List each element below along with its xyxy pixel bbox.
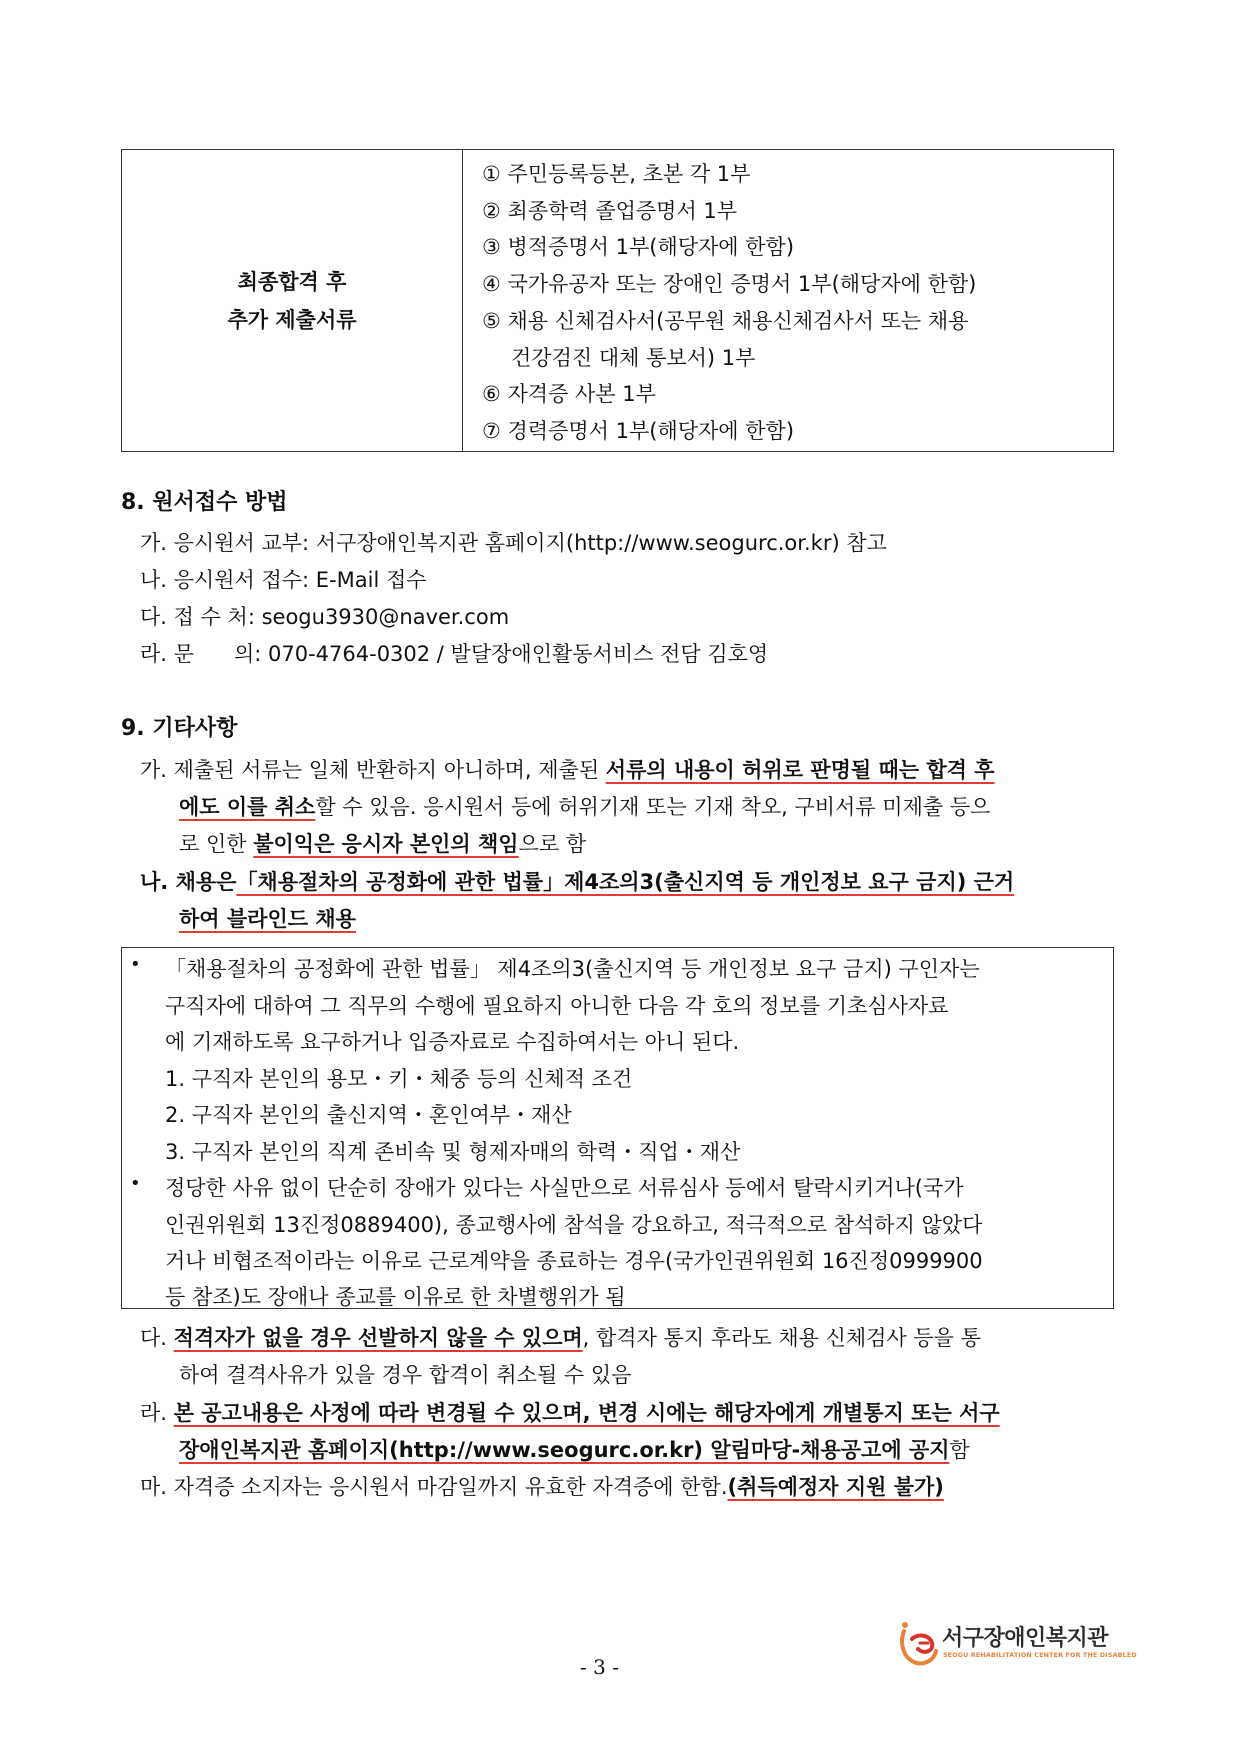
emphasis-text: 하여 블라인드 채용 — [179, 907, 356, 931]
notice-line: 3. 구직자 본인의 직계 존비속 및 형제자매의 학력・직업・재산 — [165, 1140, 741, 1164]
emphasis-text: 불이익은 응시자 본인의 책임 — [253, 832, 519, 856]
section-8-item: 가. 응시원서 교부: 서구장애인복지관 홈페이지(http://www.seogurc.or.kr) 참고 — [140, 531, 887, 555]
section-9-item-ra-line-1: 라. 본 공고내용은 사정에 따라 변경될 수 있으며, 변경 시에는 해당자에게 개별통지 또는 서구 — [140, 1401, 1000, 1425]
emphasis-text: 본 공고내용은 사정에 따라 변경될 수 있으며, 변경 시에는 해당자에게 개별통지 또는 서구 — [173, 1401, 1000, 1425]
notice-line: 인권위원회 13진정0889400), 종교행사에 참석을 강요하고, 적극적으로 참석하지 않았다 — [165, 1213, 983, 1237]
table-body-cell — [463, 150, 1113, 451]
section-9-item-na-line-2 — [179, 903, 356, 933]
section-9-item-da-line-1: 다. 적격자가 없을 경우 선발하지 않을 수 있으며, 합격자 통지 후라도 채용 신체검사 등을 통 — [140, 1326, 981, 1350]
logo-name: 서구장애인복지관 — [942, 1626, 1109, 1651]
section-9-item-ga-line-3: 로 인한 불이익은 응시자 본인의 책임으로 함 — [179, 832, 587, 856]
section-9-item-ga-line-1: 가. 제출된 서류는 일체 반환하지 아니하며, 제출된 서류의 내용이 허위로 판명될 때는 합격 후 — [140, 758, 995, 782]
emphasis-text: 에도 이를 취소 — [179, 795, 316, 819]
list-item: ③ 병적증명서 1부(해당자에 한함) — [482, 235, 795, 260]
emphasis-text: 장애인복지관 홈페이지(http://www.seogurc.or.kr) 알림마당-채용공고에 공지 — [179, 1438, 950, 1462]
required-documents-table — [121, 149, 1114, 452]
section-9-item-ga-line-2: 에도 이를 취소할 수 있음. 응시원서 등에 허위기재 또는 기재 착오, 구비서류 미제출 등으 — [179, 795, 991, 819]
logo-subtitle: SEOGU REHABILITATION CENTER FOR THE DISABLED — [943, 1652, 1137, 1659]
section-8-item: 다. 접 수 처: seogu3930@naver.com — [140, 605, 510, 629]
list-item-continuation: 건강검진 대체 통보서) 1부 — [511, 345, 756, 370]
notice-line: 등 참조)도 장애나 종교를 이유로 한 차별행위가 됨 — [165, 1285, 626, 1309]
table-header-line-1: 최종합격 후 — [237, 269, 347, 294]
section-9-title: 9. 기타사항 — [121, 716, 238, 741]
list-item: ⑥ 자격증 사본 1부 — [482, 382, 656, 407]
emphasis-text: (취득예정자 지원 불가) — [727, 1475, 944, 1499]
list-item: ④ 국가유공자 또는 장애인 증명서 1부(해당자에 한함) — [482, 272, 977, 297]
notice-line: 거나 비협조적이라는 이유로 근로계약을 종료하는 경우(국가인권위원회 16진정0999900 — [165, 1249, 983, 1273]
notice-line: 「채용절차의 공정화에 관한 법률」 제4조의3(출신지역 등 개인정보 요구 금지) 구인자는 — [165, 957, 980, 981]
legal-notice-box — [121, 947, 1114, 1309]
notice-line: 2. 구직자 본인의 출신지역・혼인여부・재산 — [165, 1103, 572, 1127]
table-header-cell — [122, 150, 463, 451]
section-9-item-ma: 마. 자격증 소지자는 응시원서 마감일까지 유효한 자격증에 한함.(취득예정자 지원 불가) — [140, 1475, 944, 1499]
logo-mark-icon — [898, 1619, 940, 1669]
list-item: ⑤ 채용 신체검사서(공무원 채용신체검사서 또는 채용 — [482, 308, 969, 333]
notice-line: 1. 구직자 본인의 용모・키・체중 등의 신체적 조건 — [165, 1067, 633, 1091]
emphasis-text: 적격자가 없을 경우 선발하지 않을 수 있으며 — [173, 1326, 583, 1350]
notice-line: 정당한 사유 없이 단순히 장애가 있다는 사실만으로 서류심사 등에서 탈락시키거나(국가 — [165, 1176, 964, 1200]
section-8-item: 나. 응시원서 접수: E-Mail 접수 — [140, 568, 427, 592]
table-header-line-2: 추가 제출서류 — [227, 307, 357, 332]
organization-logo — [898, 1619, 1137, 1675]
section-9-item-ra-line-2: 장애인복지관 홈페이지(http://www.seogurc.or.kr) 알림마당-채용공고에 공지함 — [179, 1438, 970, 1462]
section-8-item: 라. 문 의: 070-4764-0302 / 발달장애인활동서비스 전담 김호영 — [140, 642, 769, 666]
bullet-icon: • — [130, 954, 141, 975]
list-item: ② 최종학력 졸업증명서 1부 — [482, 198, 738, 223]
list-item: ⑦ 경력증명서 1부(해당자에 한함) — [482, 418, 795, 443]
section-9-item-na-line-1: 나. 채용은「채용절차의 공정화에 관한 법률」제4조의3(출신지역 등 개인정보 요구 금지) 근거 — [140, 870, 1015, 894]
bullet-icon: • — [130, 1173, 141, 1194]
page-number: - 3 - — [580, 1655, 619, 1679]
list-item: ① 주민등록등본, 초본 각 1부 — [482, 162, 751, 186]
section-8-title: 8. 원서접수 방법 — [121, 490, 288, 515]
notice-line: 에 기재하도록 요구하거나 입증자료로 수집하여서는 아니 된다. — [165, 1030, 740, 1054]
notice-line: 구직자에 대하여 그 직무의 수행에 필요하지 아니한 다음 각 호의 정보를 기초심사자료 — [165, 994, 949, 1018]
section-9-item-da-line-2: 하여 결격사유가 있을 경우 합격이 취소될 수 있음 — [179, 1363, 632, 1387]
emphasis-text: 「채용절차의 공정화에 관한 법률」제4조의3(출신지역 등 개인정보 요구 금지) 근거 — [236, 870, 1015, 894]
emphasis-text: 서류의 내용이 허위로 판명될 때는 합격 후 — [605, 758, 995, 782]
